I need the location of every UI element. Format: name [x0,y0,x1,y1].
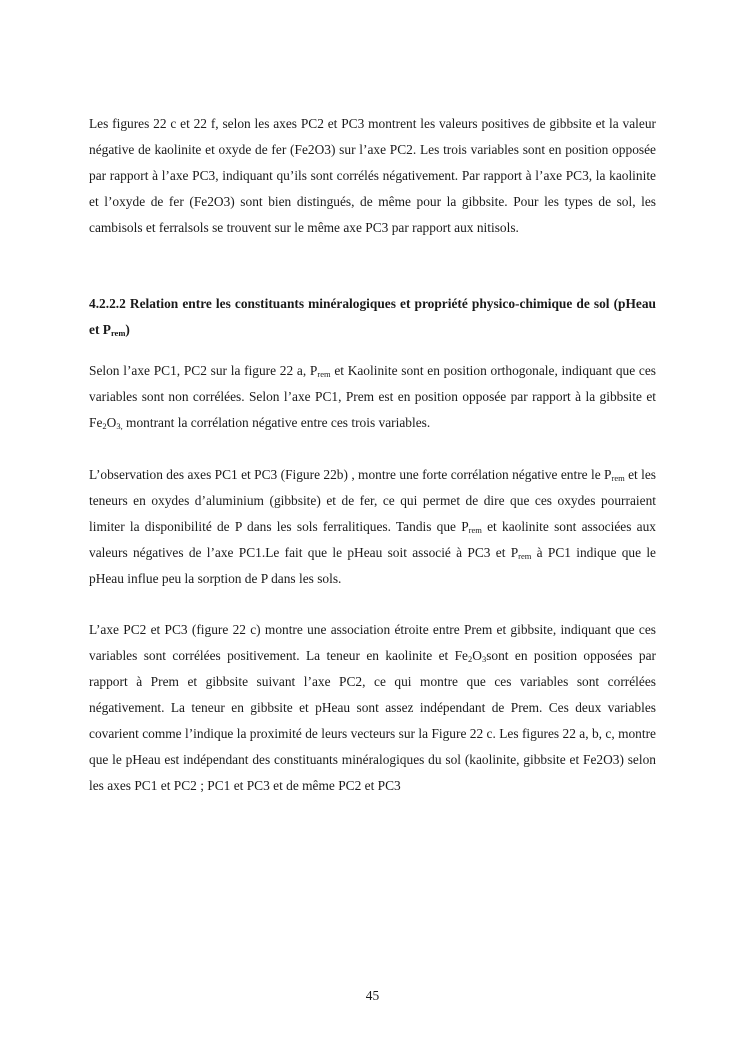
paragraph-pc2-pc3-prem [89,617,656,799]
subscript: rem [518,551,532,561]
heading-text-end: ) [125,322,130,337]
section-heading-text [89,291,656,343]
text-run: L’observation des axes PC1 et PC3 (Figure 22b) , montre une forte corrélation négative entre le P [89,467,612,482]
paragraph-text [89,358,656,436]
subscript: 3, [116,421,123,431]
subscript: rem [317,369,331,379]
page-number: 45 [365,988,380,1003]
text-run: L’axe PC2 et PC3 (figure 22 c) montre une association étroite entre Prem et gibbsite, indiquant que ces variables sont corrélées positivement. La teneur en kaolinite et Fe [89,622,656,663]
text-run: O [106,415,117,430]
text-run: Selon l’axe PC1, PC2 sur la figure 22 a, P [89,363,318,378]
text-run: O [472,648,482,663]
subscript: rem [468,525,482,535]
text-run: à PC1 indique que le pHeau influe peu la sorption de P dans les sols. [89,545,656,586]
subscript: 2 [102,421,107,431]
paragraph-pc1-pc2 [89,358,656,436]
section-heading [89,291,656,343]
paragraph-pc1-pc3 [89,462,656,592]
paragraph-text [89,617,656,799]
paragraph-text: Les figures 22 c et 22 f, selon les axes PC2 et PC3 montrent les valeurs positives de gibbsite et la valeur négative de kaolinite et oxyde de fer (Fe2O3) sur l’axe PC2. Les trois variables sont en position opposée par rapport à l’axe PC3, indiquant qu’ils sont corrélés négativement. Par rapport à l’axe PC3, la kaolinite et l’oxyde de fer (Fe2O3) sont bien distingués, de même pour la gibbsite. Pour les types de sol, les cambisols et ferralsols se trouvent sur le même axe PC3 par rapport aux nitisols. [89,116,656,235]
paragraph-text [89,462,656,592]
heading-text: 4.2.2.2 Relation entre les constituants minéralogiques et propriété physico-chimique de sol (pHeau et P [89,296,656,337]
text-run: et Kaolinite sont en position orthogonale, indiquant que ces variables sont non corrélées. Selon l’axe PC1, Prem est en position opposée par rapport à la gibbsite et Fe [89,363,656,430]
subscript: rem [611,473,625,483]
subscript: 3 [481,654,487,664]
paragraph-pc2-pc3-figures [89,111,656,241]
text-run: et les teneurs en oxydes d’aluminium (gibbsite) et de fer, ce qui permet de dire que ces oxydes pourraient limiter la disponibilité de P dans les sols ferralitiques. Tandis que P [89,467,656,534]
text-run: montrant la corrélation négative entre ces trois variables. [122,415,431,430]
subscript: 2 [468,654,473,664]
text-run: sont en position opposées par rapport à Prem et gibbsite suivant l’axe PC2, ce qui montre que ces variables sont corrélées négativement. La teneur en gibbsite et pHeau sont assez indépendant de Prem. Ces deux variables covarient comme l’indique la proximité de leurs vecteurs sur la Figure 22 c. Les figures 22 a, b, c, montre que le pHeau est indépendant des constituants minéralogiques du sol (kaolinite, gibbsite et Fe2O3) selon les axes PC1 et PC2 ; PC1 et PC3 et de même PC2 et PC3 [89,648,656,793]
text-run: et kaolinite sont associées aux valeurs négatives de l’axe PC1.Le fait que le pHeau soit associé à PC3 et P [89,519,656,560]
heading-subscript: rem [110,328,126,338]
